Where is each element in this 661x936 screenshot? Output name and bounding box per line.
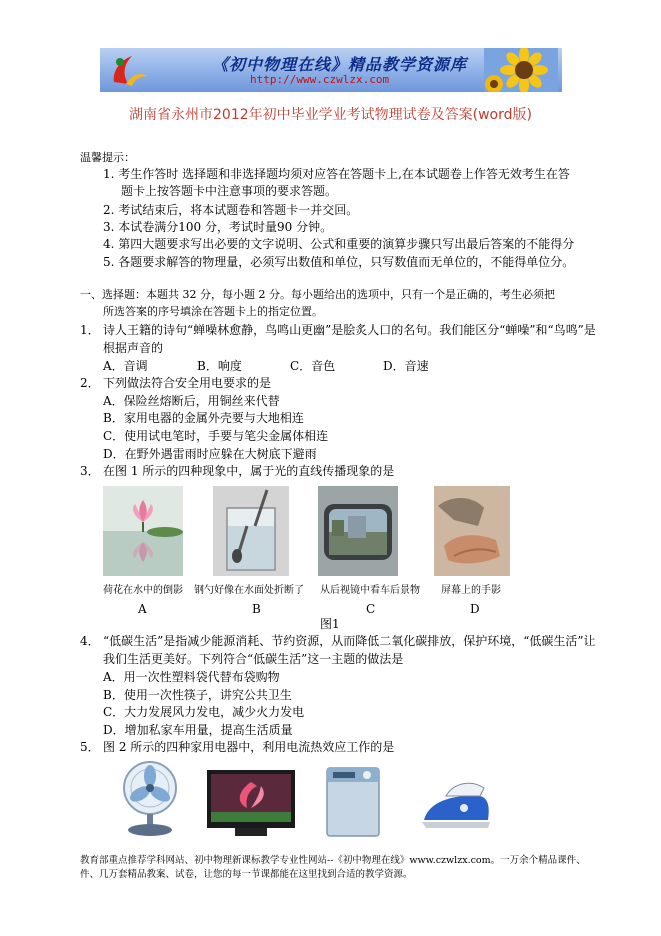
figure-caption-d: 屏幕上的手影 xyxy=(441,585,501,596)
option-d: D．音速 xyxy=(383,359,429,373)
option-d: D．增加私家车用量，提高生活质量 xyxy=(103,723,293,737)
figure-letter-d: D xyxy=(470,602,480,616)
section-heading-cont: 所选答案的序号填涂在答题卡上的指定位置。 xyxy=(103,305,323,318)
footer-line: 教育部重点推荐学科网站、初中物理新课标教学专业性网站--《初中物理在线》www.czwlzx.com。一万余个精品课件、 xyxy=(80,855,586,866)
electric-iron-image xyxy=(418,774,496,834)
footer-line: 件、几万套精品教案、试卷，让您的每一节课都能在这里找到合适的教学资源。 xyxy=(80,869,413,880)
figure-caption-a: 荷花在水中的倒影 xyxy=(103,585,183,596)
banner-url[interactable]: http://www.czwlzx.com xyxy=(250,73,390,86)
question-stem-cont: 根据声音的 xyxy=(103,341,164,355)
option-a: A．保险丝熔断后，用铜丝来代替 xyxy=(103,394,280,408)
option-c: C．大力发展风力发电，减少火力发电 xyxy=(103,705,305,719)
question-stem: “低碳生活”是指减少能源消耗、节约资源，从而降低二氧化碳排放，保护环境，“低碳生活”让 xyxy=(103,634,596,648)
notice-heading: 温馨提示： xyxy=(80,151,135,164)
notice-item: 3. 本试卷满分100 分，考试时量90 分钟。 xyxy=(103,220,333,234)
notice-item: 题卡上按答题卡中注意事项的要求答题。 xyxy=(121,184,338,198)
figure-letter-c: C xyxy=(366,602,376,616)
section-heading: 一、选择题：本题共 32 分，每小题 2 分。每小题给出的选项中，只有一个是正确的，考生必须把 xyxy=(80,288,555,301)
figure-caption-b: 钢勺好像在水面处折断了 xyxy=(194,585,304,596)
question-number: 5． xyxy=(80,740,100,754)
question-stem-cont: 我们生活更美好。下列符合“低碳生活”这一主题的做法是 xyxy=(103,652,404,666)
question-stem: 在图 1 所示的四种现象中，属于光的直线传播现象的是 xyxy=(103,464,395,478)
option-c: C．音色 xyxy=(290,359,336,373)
sunflower-icon xyxy=(484,48,558,92)
figure-caption-c: 从后视镜中看车后景物 xyxy=(320,585,420,596)
spoon-in-water-image xyxy=(213,486,289,576)
notice-item: 5. 各题要求解答的物理量，必须写出数值和单位，只写数值而无单位的，不能得单位分。 xyxy=(103,255,575,269)
banner-title: 《初中物理在线》精品教学资源库 xyxy=(212,55,468,74)
option-a: A．音调 xyxy=(103,359,148,373)
option-b: B．家用电器的金属外壳要与大地相连 xyxy=(103,411,304,425)
site-logo-icon xyxy=(106,52,152,88)
question-number: 4． xyxy=(80,634,100,648)
question-number: 2． xyxy=(80,376,100,390)
option-a: A．用一次性塑料袋代替布袋购物 xyxy=(103,670,280,684)
option-d: D．在野外遇雷雨时应躲在大树底下避雨 xyxy=(103,447,317,461)
television-image xyxy=(205,768,297,840)
notice-item: 1. 考生作答时 选择题和非选择题均须对应答在答题卡上,在本试题卷上作答无效考生在答 xyxy=(103,167,570,181)
lotus-reflection-image xyxy=(103,486,183,576)
hand-shadow-image xyxy=(434,486,510,576)
question-stem: 下列做法符合安全用电要求的是 xyxy=(103,376,272,390)
question-number: 3． xyxy=(80,464,100,478)
figure-letter-a: A xyxy=(138,602,147,616)
footer-text xyxy=(80,854,586,882)
option-c: C．使用试电笔时，手要与笔尖金属体相连 xyxy=(103,429,329,443)
figure-label: 图1 xyxy=(320,617,340,631)
electric-fan-image xyxy=(115,758,185,838)
notice-item: 4. 第四大题要求写出必要的文字说明、公式和重要的演算步骤只写出最后答案的不能得分 xyxy=(103,237,575,251)
document-title: 湖南省永州市2012年初中毕业学业考试物理试卷及答案(word版) xyxy=(129,107,532,123)
question-number: 1． xyxy=(80,323,100,337)
notice-item: 2. 考试结束后，将本试题卷和答题卡一并交回。 xyxy=(103,203,359,217)
question-stem: 图 2 所示的四种家用电器中，利用电流热效应工作的是 xyxy=(103,740,395,754)
washing-machine-image xyxy=(323,764,383,840)
figure-letter-b: B xyxy=(252,602,261,616)
header-banner xyxy=(100,48,562,92)
option-b: B．响度 xyxy=(197,359,242,373)
option-b: B．使用一次性筷子，讲究公共卫生 xyxy=(103,688,292,702)
rearview-mirror-image xyxy=(318,486,398,576)
question-stem: 诗人王籍的诗句“蝉噪林愈静，鸟鸣山更幽”是脍炙人口的名句。我们能区分“蝉噪”和“鸟鸣”是 xyxy=(103,323,596,337)
